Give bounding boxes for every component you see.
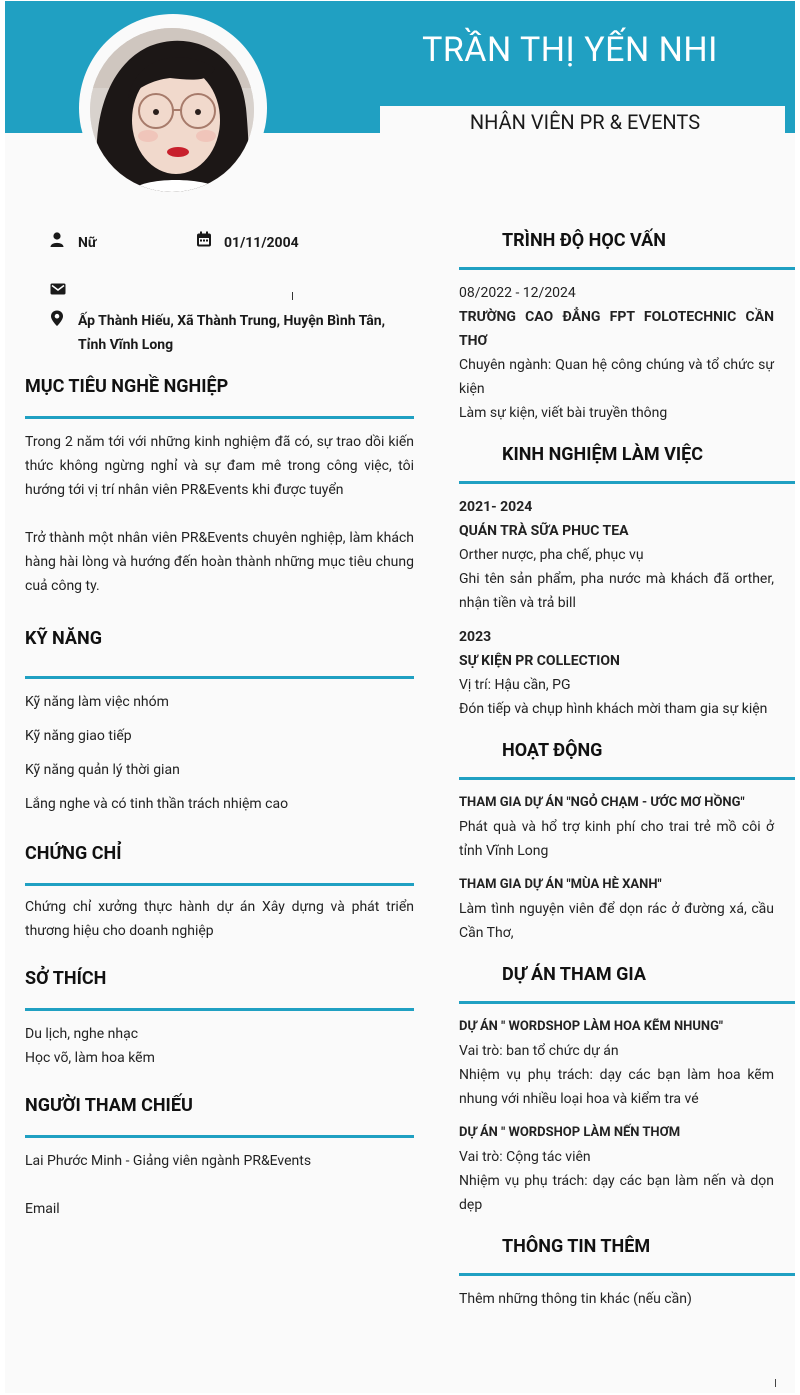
section-divider bbox=[25, 676, 414, 679]
activity-name: THAM GIA DỰ ÁN "NGỎ CHẠM - ƯỚC MƠ HỒNG" bbox=[459, 795, 745, 810]
job-duty: Đón tiếp và chụp hình khách mời tham gia sự kiện bbox=[459, 701, 768, 717]
job-period: 2021- 2024 bbox=[459, 499, 533, 515]
education-major: Chuyên ngành: Quan hệ công chúng và tổ chức sự kiện bbox=[459, 357, 774, 397]
extra-info-title: THÔNG TIN THÊM bbox=[502, 1236, 651, 1257]
section-divider bbox=[25, 883, 414, 886]
certificate-item: Chứng chỉ xưởng thực hành dự án Xây dựng và phát triển thương hiệu cho doanh nghiệp bbox=[25, 899, 414, 939]
activity-desc: Làm tình nguyện viên để dọn rác ở đường xá, cầu Cần Thơ, bbox=[459, 901, 774, 941]
section-divider bbox=[459, 1001, 795, 1004]
job-duty: Vị trí: Hậu cần, PG bbox=[459, 677, 571, 693]
references-title: NGƯỜI THAM CHIẾU bbox=[25, 1095, 193, 1116]
skill-item: Kỹ năng làm việc nhóm bbox=[25, 694, 169, 710]
page-marker bbox=[775, 1379, 776, 1387]
project-name: DỰ ÁN " WORDSHOP LÀM NẾN THƠM bbox=[459, 1125, 681, 1140]
hobbies-title: SỞ THÍCH bbox=[25, 968, 107, 989]
school-name: TRƯỜNG CAO ĐẲNG FPT FOLOTECHNIC CẦN THƠ bbox=[459, 309, 774, 349]
section-divider bbox=[459, 777, 795, 780]
objective-text-2: Trở thành một nhân viên PR&Events chuyên nghiệp, làm khách hàng hài lòng và hướng đến hoàn thành những mục tiêu chung cuả công ty. bbox=[25, 530, 414, 594]
projects-title: DỰ ÁN THAM GIA bbox=[502, 964, 646, 985]
activities-title: HOẠT ĐỘNG bbox=[502, 740, 603, 761]
education-title: TRÌNH ĐỘ HỌC VẤN bbox=[502, 230, 666, 251]
job-duty: Ghi tên sản phẩm, pha nước mà khách đã orther, nhận tiền và trả bill bbox=[459, 571, 774, 611]
education-detail: Làm sự kiện, viết bài truyền thông bbox=[459, 405, 668, 421]
skills-title: KỸ NĂNG bbox=[25, 628, 102, 649]
project-task: Nhiệm vụ phụ trách: dạy các bạn làm nến và dọn dẹp bbox=[459, 1173, 774, 1213]
activity-desc: Phát quà và hổ trợ kinh phí cho trai trẻ mồ côi ở tỉnh Vĩnh Long bbox=[459, 819, 774, 859]
project-task: Nhiệm vụ phụ trách: dạy các bạn làm hoa kẽm nhung với nhiều loại hoa và kiểm tra vé bbox=[459, 1067, 774, 1107]
project-role: Vai trò: ban tổ chức dự án bbox=[459, 1043, 619, 1059]
avatar-photo bbox=[90, 28, 254, 192]
person-icon bbox=[49, 231, 65, 247]
hobby-item: Học võ, làm hoa kẽm bbox=[25, 1050, 155, 1066]
certificates-title: CHỨNG CHỈ bbox=[25, 843, 122, 864]
skill-item: Kỹ năng giao tiếp bbox=[25, 728, 132, 744]
address-value: Ấp Thành Hiếu, Xã Thành Trung, Huyện Bình Tân, Tỉnh Vĩnh Long bbox=[78, 313, 386, 353]
avatar bbox=[90, 28, 254, 192]
section-divider bbox=[25, 1135, 414, 1138]
objective-text-1: Trong 2 năm tới với những kinh nghiệm đã có, sự trao dồi kiến thức không ngừng nghỉ và sự đam mê trong công việc, tôi hướng tới vị trí nhân viên PR&Events khi được tuyển bbox=[25, 434, 414, 498]
reference-person: Lai Phước Minh - Giảng viên ngành PR&Events bbox=[25, 1153, 312, 1169]
calendar-icon bbox=[196, 231, 212, 247]
hobby-item: Du lịch, nghe nhạc bbox=[25, 1026, 139, 1042]
candidate-name: TRẦN THỊ YẾN NHI bbox=[422, 30, 718, 70]
job-period: 2023 bbox=[459, 629, 492, 645]
extra-info-text: Thêm những thông tin khác (nếu cần) bbox=[459, 1291, 692, 1307]
project-name: DỰ ÁN " WORDSHOP LÀM HOA KẼM NHUNG" bbox=[459, 1019, 724, 1034]
dob-value: 01/11/2004 bbox=[224, 235, 299, 251]
job-title: NHÂN VIÊN PR & EVENTS bbox=[469, 110, 701, 134]
job-company: QUÁN TRÀ SỮA PHUC TEA bbox=[459, 523, 629, 539]
section-divider bbox=[459, 1273, 795, 1276]
gender-value: Nữ bbox=[78, 235, 97, 251]
job-duty: Orther nược, pha chế, phục vụ bbox=[459, 547, 644, 563]
map-pin-icon bbox=[49, 310, 65, 326]
reference-email-label: Email bbox=[25, 1201, 60, 1217]
education-period: 08/2022 - 12/2024 bbox=[459, 285, 576, 301]
experience-title: KINH NGHIỆM LÀM VIỆC bbox=[502, 444, 704, 465]
section-divider bbox=[25, 416, 414, 419]
text-cursor bbox=[292, 292, 293, 300]
skill-item: Kỹ năng quản lý thời gian bbox=[25, 762, 180, 778]
section-divider bbox=[459, 267, 795, 270]
project-role: Vai trò: Cộng tác viên bbox=[459, 1149, 591, 1165]
mail-icon bbox=[50, 281, 66, 297]
section-divider bbox=[25, 1008, 414, 1011]
objective-title: MỤC TIÊU NGHỀ NGHIỆP bbox=[25, 376, 229, 397]
section-divider bbox=[459, 481, 795, 484]
job-company: SỰ KIỆN PR COLLECTION bbox=[459, 653, 620, 669]
activity-name: THAM GIA DỰ ÁN "MÙA HÈ XANH" bbox=[459, 877, 662, 892]
skill-item: Lắng nghe và có tinh thần trách nhiệm cao bbox=[25, 796, 289, 812]
